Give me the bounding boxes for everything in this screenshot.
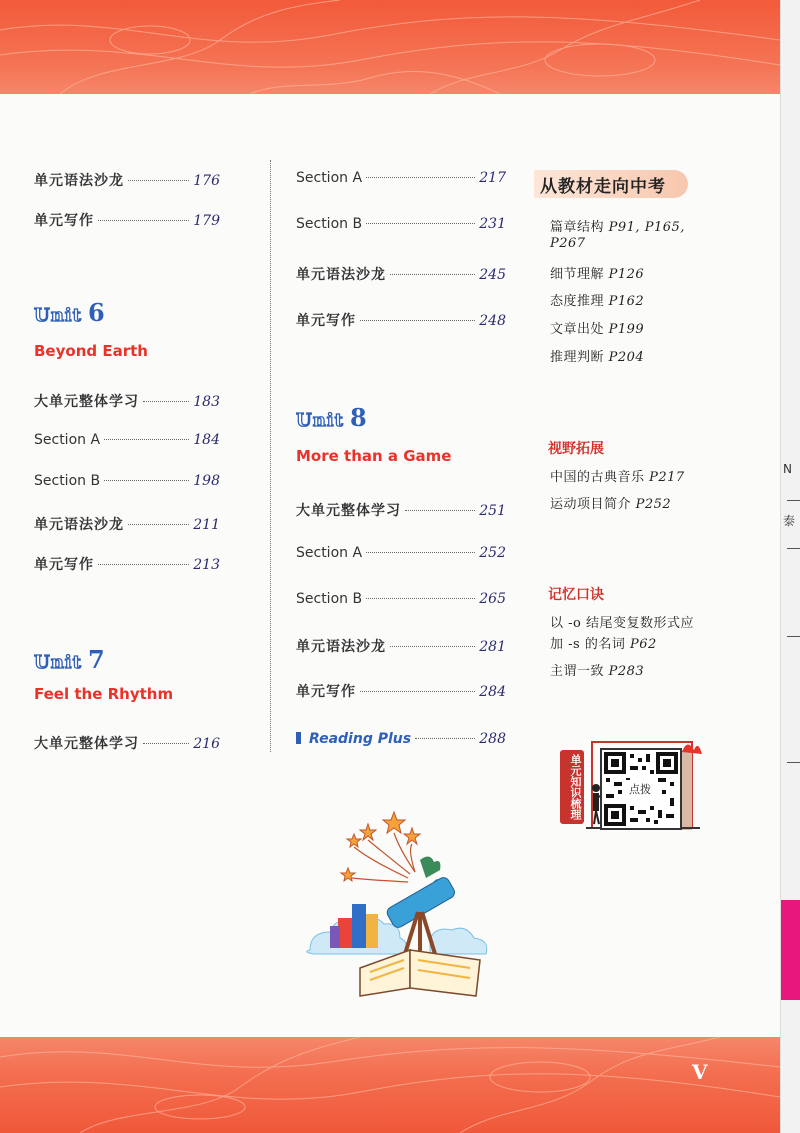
right-margin-strip: [780, 0, 800, 1133]
entry-label: Section B: [34, 473, 101, 489]
unit-word: Unit: [34, 305, 82, 326]
unit-8-title: More than a Game: [296, 447, 452, 465]
toc-entry[interactable]: [296, 545, 506, 567]
exam-item[interactable]: 细节理解 P126: [550, 267, 645, 282]
entry-page: 213: [193, 557, 220, 573]
unit-6-title: Beyond Earth: [34, 342, 148, 360]
contour-pattern-top: [0, 0, 780, 94]
memory-item[interactable]: 主谓一致 P283: [550, 664, 645, 679]
entry-label: 单元语法沙龙: [296, 267, 386, 283]
toc-entry[interactable]: [34, 391, 220, 413]
exam-item[interactable]: 态度推理 P162: [550, 294, 645, 309]
unit-word: Unit: [34, 652, 82, 673]
entry-label: Section B: [296, 591, 363, 607]
entry-page: 179: [193, 213, 220, 229]
vision-item[interactable]: 中国的古典音乐 P217: [550, 470, 685, 485]
pink-edge-tab: [781, 900, 800, 1000]
toc-entry[interactable]: [34, 514, 220, 536]
contour-pattern-bottom: [0, 1037, 780, 1133]
qr-vertical-label: 单元知识梳理: [560, 750, 584, 824]
memory-item[interactable]: 以 -o 结尾变复数形式应: [550, 616, 694, 631]
toc-entry[interactable]: [296, 170, 506, 192]
header-band: [0, 0, 780, 94]
entry-label: Section A: [296, 170, 363, 186]
entry-page: 288: [479, 731, 506, 747]
toc-entry[interactable]: [34, 733, 220, 755]
entry-label: 大单元整体学习: [34, 394, 139, 410]
toc-entry[interactable]: [296, 591, 506, 613]
unit-6-heading: [34, 298, 105, 327]
reading-plus-entry[interactable]: [296, 731, 506, 753]
toc-entry[interactable]: [34, 432, 220, 454]
unit-word: Unit: [296, 410, 344, 431]
entry-page: 217: [479, 170, 506, 186]
entry-page: 216: [193, 736, 220, 752]
unit-7-title: Feel the Rhythm: [34, 685, 174, 703]
entry-label: 单元写作: [296, 313, 356, 329]
entry-page: 176: [193, 173, 220, 189]
unit-number: 8: [349, 403, 367, 432]
entry-label: Reading Plus: [309, 731, 412, 747]
toc-entry[interactable]: [34, 554, 220, 576]
toc-entry[interactable]: [296, 681, 506, 703]
memory-item[interactable]: 加 -s 的名词 P62: [550, 637, 657, 652]
unit-number: 6: [87, 298, 105, 327]
entry-page: 183: [193, 394, 220, 410]
exam-tag: 从教材走向中考: [534, 170, 688, 198]
page-number: V: [692, 1060, 708, 1084]
entry-label: 单元语法沙龙: [34, 517, 124, 533]
exam-item[interactable]: P267: [550, 236, 586, 251]
column-divider: [270, 160, 271, 752]
entry-label: 单元写作: [34, 213, 94, 229]
vision-item[interactable]: 运动项目简介 P252: [550, 497, 672, 512]
reading-marker: [296, 732, 301, 744]
entry-page: 284: [479, 684, 506, 700]
entry-page: 252: [479, 545, 506, 561]
entry-label: Section A: [296, 545, 363, 561]
margin-glyph-tai: 泰: [783, 514, 796, 528]
unit-8-heading: [296, 403, 367, 432]
memory-heading: 记忆口诀: [548, 587, 604, 603]
entry-page: 184: [193, 432, 220, 448]
entry-label: 单元语法沙龙: [296, 639, 386, 655]
entry-page: 198: [193, 473, 220, 489]
toc-entry[interactable]: [34, 210, 220, 232]
sidebar: [534, 160, 774, 760]
toc-left-column: [34, 170, 224, 770]
entry-page: 231: [479, 216, 506, 232]
telescope-illustration: [300, 800, 500, 1000]
entry-label: Section A: [34, 432, 101, 448]
toc-entry[interactable]: [296, 310, 506, 332]
footer-band: [0, 1037, 780, 1133]
toc-entry[interactable]: [34, 170, 220, 192]
entry-label: 单元写作: [296, 684, 356, 700]
entry-label: Section B: [296, 216, 363, 232]
star-icons: [341, 812, 420, 881]
qr-caption: 点拨: [626, 780, 654, 798]
exam-item[interactable]: 推理判断 P204: [550, 350, 645, 365]
entry-label: 大单元整体学习: [296, 503, 401, 519]
toc-entry[interactable]: [296, 216, 506, 238]
toc-middle-column: [296, 170, 511, 770]
open-book: [360, 950, 480, 996]
unit-7-heading: [34, 645, 105, 674]
entry-page: 265: [479, 591, 506, 607]
toc-entry[interactable]: [296, 264, 506, 286]
toc-entry[interactable]: [296, 636, 506, 658]
entry-label: 单元语法沙龙: [34, 173, 124, 189]
unit-number: 7: [87, 645, 105, 674]
entry-page: 245: [479, 267, 506, 283]
entry-page: 251: [479, 503, 506, 519]
entry-page: 281: [479, 639, 506, 655]
toc-entry[interactable]: [296, 500, 506, 522]
exam-item[interactable]: 篇章结构 P91, P165,: [550, 220, 685, 235]
exam-item[interactable]: 文章出处 P199: [550, 322, 645, 337]
entry-page: 248: [479, 313, 506, 329]
entry-label: 大单元整体学习: [34, 736, 139, 752]
toc-entry[interactable]: [34, 473, 220, 495]
entry-page: 211: [193, 517, 220, 533]
margin-glyph-n: N: [783, 462, 792, 476]
vision-heading: 视野拓展: [548, 441, 604, 457]
city-buildings: [330, 904, 378, 948]
entry-label: 单元写作: [34, 557, 94, 573]
